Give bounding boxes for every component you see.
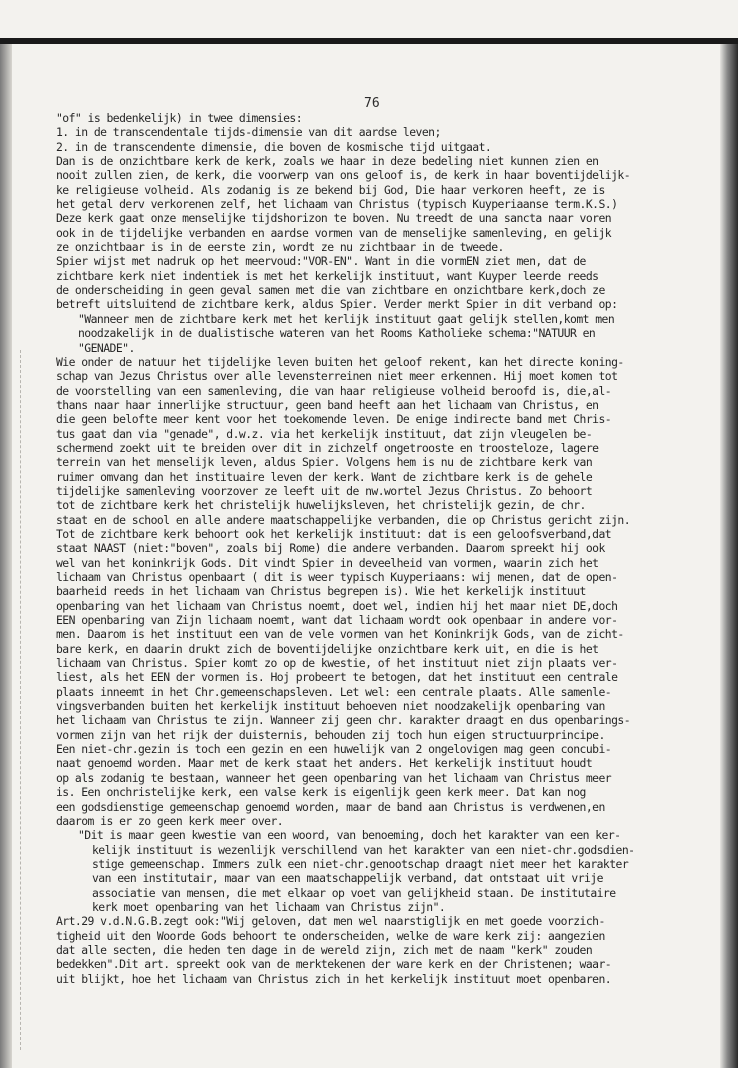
text-line: stige gemeenschap. Immers zulk een niet-chr.genootschap draagt niet meer het karakter <box>92 856 629 871</box>
text-line: de onderscheiding in geen geval samen met die van zichtbare en onzichtbare kerk,doch ze <box>56 283 605 298</box>
text-line: baarheid reeds in het lichaam van Christus begrepen is). Wie het kerkelijk instituut <box>56 584 586 599</box>
text-line: Spier wijst met nadruk op het meervoud:"VOR-EN". Want in die vormEN ziet men, dat de <box>56 254 586 269</box>
text-line: ook in de tijdelijke verbanden en aardse vormen van de menselijke samenleving, en gelijk <box>56 225 612 240</box>
text-line: bedekken".Dit art. spreekt ook van de merktekenen der ware kerk en der Christenen; waar- <box>56 957 612 972</box>
text-line: 2. in de transcendente dimensie, die boven de kosmische tijd uitgaat. <box>56 139 492 154</box>
text-line: "Wanneer men de zichtbare kerk met het kerlijk instituut gaat gelijk stellen,komt men <box>78 311 615 326</box>
text-line: Dan is de onzichtbare kerk de kerk, zoals we haar in deze bedeling niet kunnen zien en <box>56 154 599 169</box>
text-line: 1. in de transcendentale tijds-dimensie van dit aardse leven; <box>56 125 441 140</box>
text-line: liest, als het EEN der vormen is. Hoj probeert te betogen, dat het instituut een centrale <box>56 670 618 685</box>
text-line: "GENADE". <box>78 340 135 355</box>
text-line: Deze kerk gaat onze menselijke tijdshorizon te boven. Nu treedt de una sancta naar voren <box>56 211 612 226</box>
text-line: de voorstelling van een samenleving, die van haar religieuse volheid beroofd is, die,al- <box>56 383 612 398</box>
text-line: ke religieuse volheid. Als zodanig is ze bekend bij God, Die haar verkoren heeft, ze is <box>56 182 605 197</box>
text-line: vormen zijn van het rijk der duisternis, behouden zij toch hun eigen structuurprincipe. <box>56 727 605 742</box>
text-line: Een niet-chr.gezin is toch een gezin en een huwelijk van 2 ongelovigen mag geen concubi- <box>56 742 612 757</box>
text-line: Art.29 v.d.N.G.B.zegt ook:"Wij geloven, dat men wel naarstiglijk en met goede voorzich- <box>56 914 605 929</box>
text-line: tijdelijke samenleving voorzover ze leeft uit de nw.wortel Jezus Christus. Zo behoort <box>56 483 593 498</box>
text-line: "Dit is maar geen kwestie van een woord, van benoeming, doch het karakter van een ker- <box>78 828 621 843</box>
text-line: is. Een onchristelijke kerk, een valse kerk is eigenlijk geen kerk meer. Dat kan nog <box>56 785 586 800</box>
text-line: lichaam van Christus. Spier komt zo op de kwestie, of het instituut niet zijn plaats ver- <box>56 656 618 671</box>
text-line: plaats inneemt in het Chr.gemeenschapsleven. Let wel: een centrale plaats. Alle samenle- <box>56 684 612 699</box>
margin-marks <box>20 350 23 1050</box>
text-line: daarom is er zo geen kerk meer over. <box>56 813 284 828</box>
text-line: ruimer omvang dan het instituaire leven der kerk. Want de zichtbare kerk is de gehele <box>56 469 593 484</box>
text-line: openbaring van het lichaam van Christus noemt, doet wel, indien hij het maar niet DE,doch <box>56 598 618 613</box>
text-line: men. Daarom is het instituut een van de vele vormen van het Koninkrijk Gods, van de zicht- <box>56 627 624 642</box>
text-line: kerk moet openbaring van het lichaam van Christus zijn". <box>92 899 446 914</box>
text-line: tigheid uit den Woorde Gods behoort te onderscheiden, welke de ware kerk zij: aangezien <box>56 928 605 943</box>
text-line: terrein van het menselijk leven, aldus Spier. Volgens hem is nu de zichtbare kerk van <box>56 455 593 470</box>
text-line: dat alle secten, die heden ten dage in de wereld zijn, zich met de naam "kerk" zouden <box>56 942 593 957</box>
text-line: op als zodanig te bestaan, wanneer het geen openbaring van het lichaam van Christus meer <box>56 770 612 785</box>
text-line: lichaam van Christus openbaart ( dit is weer typisch Kuyperiaans: wij menen, dat de open- <box>56 570 618 584</box>
text-line: EEN openbaring van Zijn lichaam noemt, want dat lichaam wordt ook openbaar in andere vor- <box>56 613 618 628</box>
text-line: nooit zullen zien, de kerk, die voorwerp van ons geloof is, de kerk in haar boventijdelijk- <box>56 168 631 183</box>
text-line: het getal derv verkorenen zelf, het lichaam van Christus (typisch Kuyperiaanse term.K.S.) <box>56 197 618 212</box>
text-line: Tot de zichtbare kerk behoort ook het kerkelijk instituut: dat is een geloofsverband,dat <box>56 526 612 541</box>
text-line: zichtbare kerk niet indentiek is met het kerkelijk instituut, want Kuyper leerde reeds <box>56 268 599 283</box>
text-line: kelijk instituut is wezenlijk verschillend van het karakter van een niet-chr.godsdien- <box>92 842 635 857</box>
text-line: ze onzichtbaar is in de eerste zin, wordt ze nu zichtbaar in de tweede. <box>56 240 504 255</box>
text-line: een godsdienstige gemeenschap genoemd worden, maar de band aan Christus is verdwenen,en <box>56 799 605 814</box>
text-line: staat en de school en alle andere maatschappelijke verbanden, die op Christus gericht zijn. <box>56 512 631 527</box>
text-line: thans naar haar innerlijke structuur, geen band heeft aan het lichaam van Christus, en <box>56 397 599 412</box>
text-line: tot de zichtbare kerk het christelijk huwelijksleven, het christelijk gezin, de chr. <box>56 498 586 513</box>
text-line: die geen belofte meer kent voor het toekomende leven. De enige indirecte band met Chris- <box>56 412 612 427</box>
text-line: betreft uitsluitend de zichtbare kerk, aldus Spier. Verder merkt Spier in dit verband op: <box>56 297 618 312</box>
scan-left-edge <box>0 44 12 1068</box>
text-line: bare kerk, en daarin drukt zich de boventijdelijke onzichtbare kerk uit, en die is het <box>56 641 599 656</box>
text-line: schermend zoekt uit te breiden over dit in zichzelf ongetrooste en troosteloze, lagere <box>56 440 599 455</box>
text-line: Wie onder de natuur het tijdelijke leven buiten het geloof rekent, kan het directe koning- <box>56 354 624 369</box>
text-line: noodzakelijk in de dualistische wateren van het Rooms Katholieke schema:"NATUUR en <box>78 326 596 341</box>
scan-top-shadow <box>0 38 738 44</box>
text-line: het lichaam van Christus te zijn. Wanneer zij geen chr. karakter draagt en dus openbarings- <box>56 713 631 728</box>
text-line: naat genoemd worden. Maar met de kerk staat het anders. Het kerkelijk instituut houdt <box>56 756 593 771</box>
typed-body-text <box>56 111 724 986</box>
text-line: wel van het koninkrijk Gods. Dit vindt Spier in deveelheid van vormen, waarin zich het <box>56 555 599 570</box>
page-number: 76 <box>364 96 380 111</box>
text-line: vingsverbanden buiten het kerkelijk instituut behoeven niet noodzakelijk openbaring van <box>56 699 605 714</box>
text-line: "of" is bedenkelijk) in twee dimensies: <box>56 111 303 125</box>
text-line: schap van Jezus Christus over alle levensterreinen niet meer erkennen. Hij moet komen tot <box>56 369 618 384</box>
text-line: tus gaat dan via "genade", d.w.z. via het kerkelijk instituut, dat zijn vleugelen be- <box>56 426 593 441</box>
text-line: associatie van mensen, die met elkaar op voet van gelijkheid staan. De institutaire <box>92 885 616 900</box>
text-line: staat NAAST (niet:"boven", zoals bij Rome) die andere verbanden. Daarom spreekt hij ook <box>56 541 605 556</box>
text-line: van een institutair, maar van een maatschappelijk verband, dat ontstaat uit vrije <box>92 871 603 886</box>
text-line: uit blijkt, hoe het lichaam van Christus zich in het kerkelijk instituut moet openbaren. <box>56 971 612 986</box>
